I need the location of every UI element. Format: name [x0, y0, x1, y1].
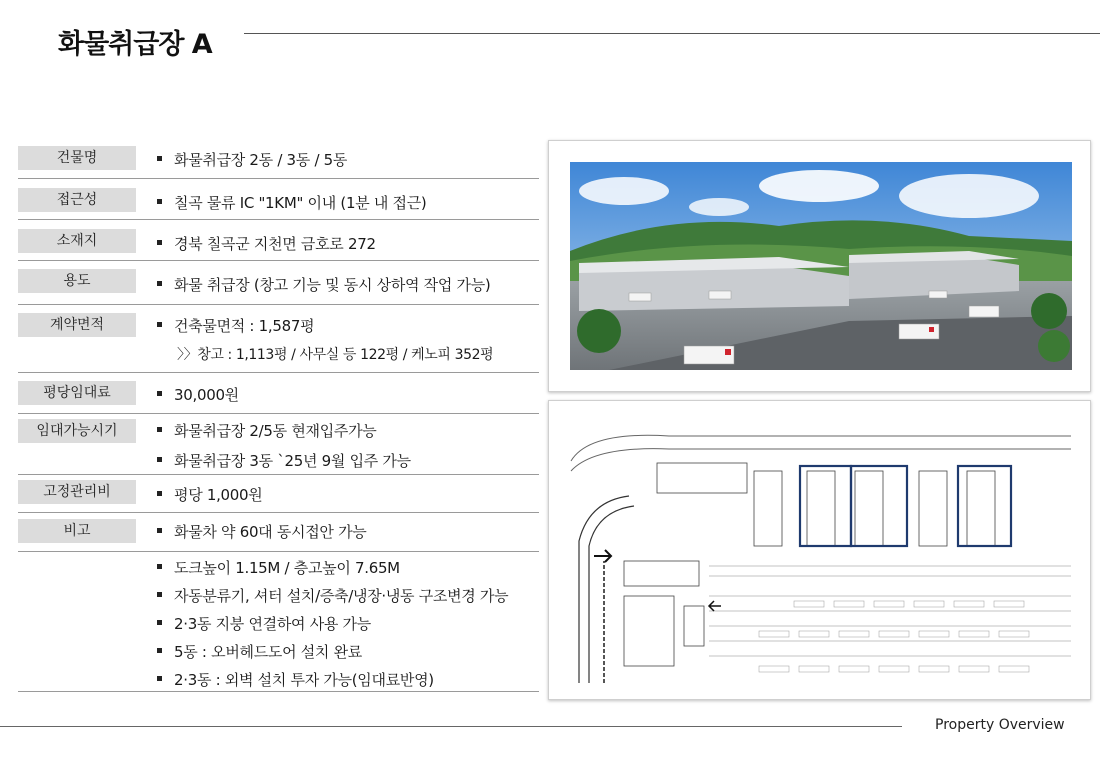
row-label: 용도 — [18, 269, 136, 293]
row-subvalue: 〉〉창고 : 1,113평 / 사무실 등 122평 / 케노피 352평 — [177, 347, 494, 363]
note-item: 5동 : 오버헤드도어 설치 완료 — [157, 641, 362, 662]
footer-label: Property Overview — [935, 717, 1065, 733]
info-row-usage — [18, 269, 539, 305]
info-row-contract-area — [18, 313, 539, 373]
row-value: 화물 취급장 (창고 기능 및 동시 상하역 작업 가능) — [157, 274, 490, 295]
note-item: 도크높이 1.15M / 층고높이 7.65M — [157, 557, 400, 578]
info-row-rent — [18, 381, 539, 414]
row-label: 비고 — [18, 519, 136, 543]
row-label: 건물명 — [18, 146, 136, 170]
note-item: 2·3동 지붕 연결하여 사용 가능 — [157, 613, 371, 634]
info-row-availability — [18, 419, 539, 475]
notes-list — [18, 555, 539, 692]
info-row-access — [18, 188, 539, 221]
note-item: 2·3동 : 외벽 설치 투자 가능(임대료반영) — [157, 669, 434, 690]
info-row-location — [18, 229, 539, 262]
row-label: 접근성 — [18, 188, 136, 212]
row-value: 칠곡 물류 IC "1KM" 이내 (1분 내 접근) — [157, 192, 426, 213]
row-label: 임대가능시기 — [18, 419, 136, 443]
row-value: 화물차 약 60대 동시접안 가능 — [157, 521, 366, 542]
row-value: 화물취급장 3동 `25년 9월 입주 가능 — [157, 450, 411, 471]
row-value: 화물취급장 2동 / 3동 / 5동 — [157, 149, 347, 170]
site-plan — [548, 400, 1091, 700]
page-title: 화물취급장 A — [58, 29, 212, 60]
row-value: 평당 1,000원 — [157, 484, 262, 505]
info-row-building-name — [18, 146, 539, 179]
title-divider — [244, 33, 1100, 34]
row-value: 화물취급장 2/5동 현재입주가능 — [157, 420, 376, 441]
aerial-photo — [548, 140, 1091, 392]
note-item: 자동분류기, 셔터 설치/증축/냉장·냉동 구조변경 가능 — [157, 585, 508, 606]
row-label: 고정관리비 — [18, 480, 136, 504]
footer-divider — [0, 726, 902, 727]
row-label: 소재지 — [18, 229, 136, 253]
info-row-maintenance-fee — [18, 480, 539, 513]
row-label: 평당임대료 — [18, 381, 136, 405]
row-label: 계약면적 — [18, 313, 136, 337]
row-value: 건축물면적 : 1,587평 — [157, 315, 314, 336]
row-value: 30,000원 — [157, 384, 239, 405]
info-row-remarks — [18, 519, 539, 552]
row-value: 경북 칠곡군 지천면 금호로 272 — [157, 233, 376, 254]
